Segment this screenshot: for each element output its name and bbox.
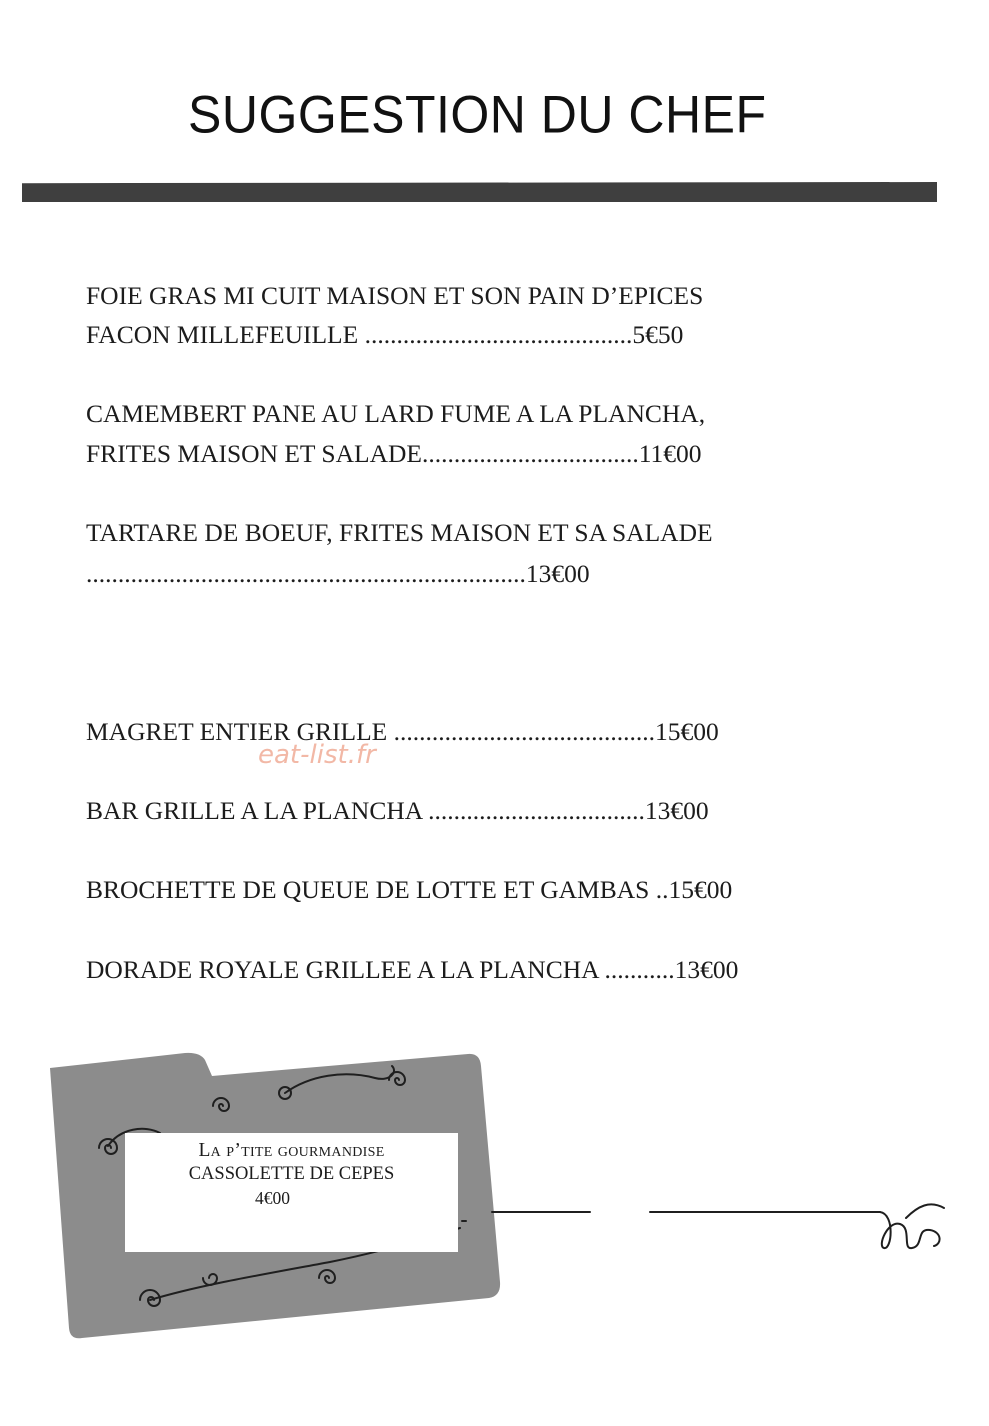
menu-item-brochette: BROCHETTE DE QUEUE DE LOTTE ET GAMBAS ..15€00 xyxy=(86,875,733,904)
note-price: 4€00 xyxy=(255,1188,290,1208)
watermark: eat-list.fr xyxy=(258,740,376,770)
note-title xyxy=(125,1140,458,1162)
menu-item-tartare-line2: .....................................................................13€00 xyxy=(86,559,590,588)
menu-item-foie-gras-line2: FACON MILLEFEUILLE ..........................................5€50 xyxy=(86,320,684,349)
note-dish: CASSOLETTE DE CEPES xyxy=(188,1164,395,1184)
page-title: SUGGESTION DU CHEF xyxy=(188,85,767,144)
gourmandise-note xyxy=(125,1133,458,1252)
menu-item-camembert-line2: FRITES MAISON ET SALADE..................................11€00 xyxy=(86,439,702,468)
menu-item-bar: BAR GRILLE A LA PLANCHA ..................................13€00 xyxy=(86,796,709,825)
menu-item-dorade: DORADE ROYALE GRILLEE A LA PLANCHA ...........13€00 xyxy=(86,955,739,984)
note-title-text: La p’tite gourmandise xyxy=(198,1140,385,1161)
menu-item-tartare-line1: TARTARE DE BOEUF, FRITES MAISON ET SA SALADE xyxy=(86,518,713,547)
menu-item-foie-gras-line1: FOIE GRAS MI CUIT MAISON ET SON PAIN D’EPICES xyxy=(86,281,704,310)
menu-item-camembert-line1: CAMEMBERT PANE AU LARD FUME A LA PLANCHA, xyxy=(86,399,706,428)
menu-item-magret: MAGRET ENTIER GRILLE .........................................15€00 xyxy=(86,717,719,746)
